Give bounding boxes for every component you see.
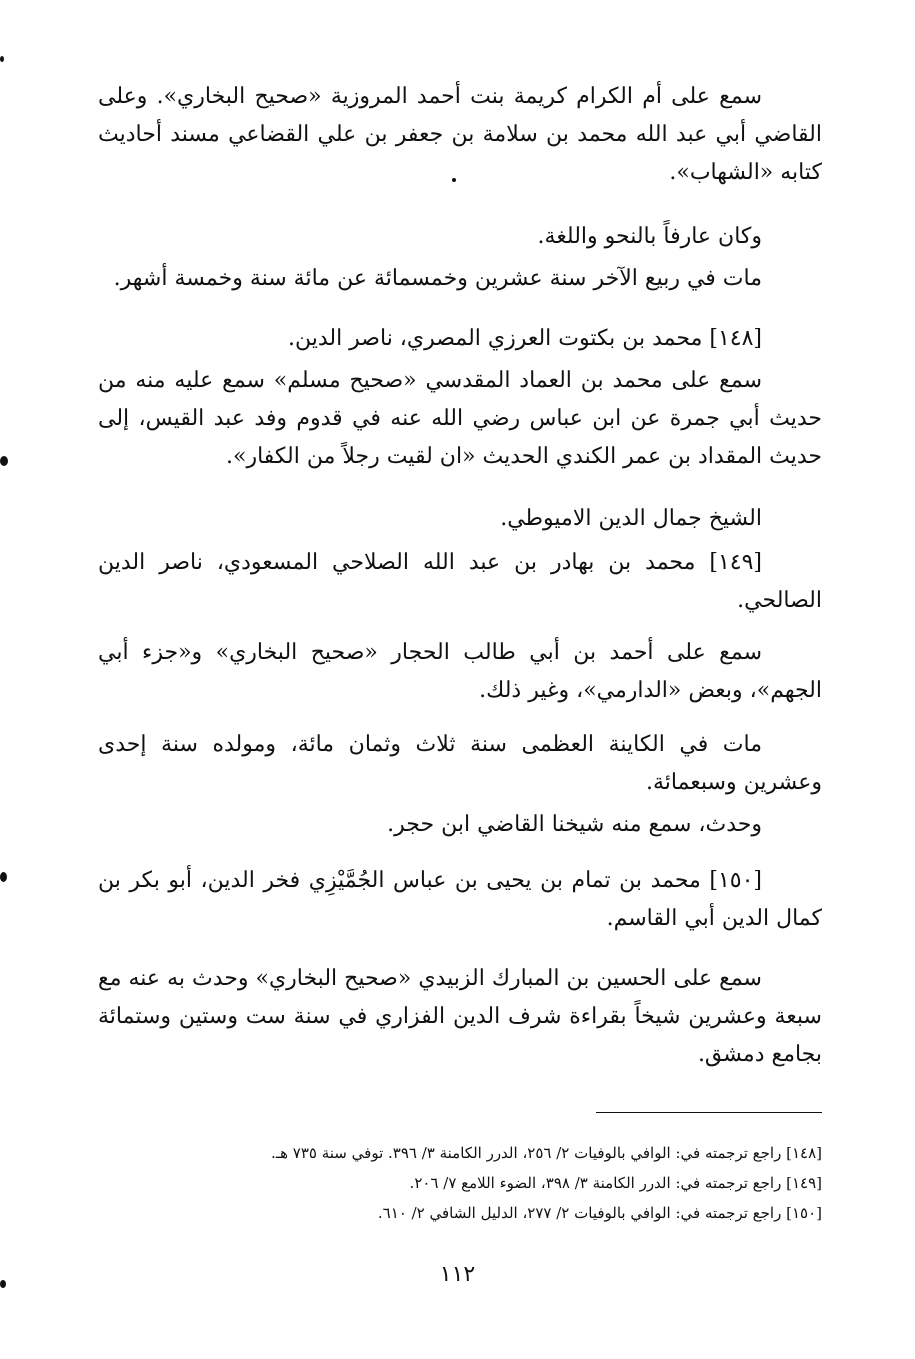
paragraph-death-149 (98, 726, 822, 802)
paragraph-text: سمع على أحمد بن أبي طالب الحجار «صحيح البخاري» و«جزء أبي الجهم»، وبعض «الدارمي»، وغير ذلك. (98, 640, 822, 703)
entry-title: [١٤٩] محمد بن بهادر بن عبد الله الصلاحي المسعودي، ناصر الدين الصالحي. (98, 550, 822, 613)
paragraph-narrated (98, 806, 822, 844)
scan-mark (0, 1280, 6, 1288)
entry-148-heading (98, 320, 822, 358)
paragraph-text: وكان عارفاً بالنحو واللغة. (537, 224, 762, 249)
footnote-148: [١٤٨] راجع ترجمته في: الوافي بالوفيات ٢/ ٢٥٦، الدرر الكامنة ٣/ ٣٩٦. توفي سنة ٧٣٥ هـ. (270, 1144, 822, 1162)
paragraph-grammar (98, 218, 822, 256)
paragraph-karima (98, 78, 822, 192)
paragraph-text: وحدث، سمع منه شيخنا القاضي ابن حجر. (387, 812, 762, 837)
ink-speck (452, 178, 456, 182)
footnote-150: [١٥٠] راجع ترجمته في: الوافي بالوفيات ٢/ ٢٧٧، الدليل الشافي ٢/ ٦١٠. (377, 1204, 822, 1222)
paragraph-text: الشيخ جمال الدين الاميوطي. (500, 506, 762, 531)
footnote-149: [١٤٩] راجع ترجمته في: الدرر الكامنة ٣/ ٣٩٨، الضوء اللامع ٧/ ٢٠٦. (409, 1174, 822, 1192)
paragraph-text: سمع على الحسين بن المبارك الزبيدي «صحيح البخاري» وحدث به عنه مع سبعة وعشرين شيخاً بقراءة شرف الدين الفزاري في سنة ست وستين وستمائة بجامع دمشق. (98, 966, 822, 1067)
scan-mark (0, 456, 8, 466)
entry-150-heading (98, 862, 822, 938)
scan-mark (0, 56, 4, 62)
entry-title: [١٤٨] محمد بن بكتوت العرزي المصري، ناصر الدين. (287, 326, 762, 351)
entry-150-body (98, 960, 822, 1074)
paragraph-text: سمع على محمد بن العماد المقدسي «صحيح مسلم» سمع عليه منه من حديث أبي جمرة عن ابن عباس رضي الله عنه في قدوم وفد عبد القيس، إلى حديث المقداد بن عمر الكندي الحديث «ان لقيت رجلاً من الكفار». (98, 368, 822, 469)
entry-149-heading (98, 544, 822, 620)
entry-149-body (98, 634, 822, 710)
page-number: ١١٢ (439, 1262, 476, 1287)
paragraph-text: سمع على أم الكرام كريمة بنت أحمد المروزية «صحيح البخاري». وعلى القاضي أبي عبد الله محمد بن سلامة بن جعفر بن علي القضاعي مسند أحاديث كتابه «الشهاب». (98, 84, 822, 185)
footnote-separator (596, 1112, 822, 1113)
paragraph-text: مات في ربيع الآخر سنة عشرين وخمسمائة عن مائة سنة وخمسة أشهر. (113, 266, 762, 291)
scan-mark (0, 872, 7, 882)
paragraph-death (98, 260, 822, 298)
entry-148-body (98, 362, 822, 476)
paragraph-text: مات في الكاينة العظمى سنة ثلاث وثمان مائة، ومولده سنة إحدى وعشرين وسبعمائة. (98, 732, 822, 795)
footnotes (190, 1138, 822, 1228)
entry-title: [١٥٠] محمد بن تمام بن يحيى بن عباس الجُمَّيْزِي فخر الدين، أبو بكر بن كمال الدين أبي القاسم. (98, 868, 822, 931)
paragraph-sheikh (98, 500, 822, 538)
